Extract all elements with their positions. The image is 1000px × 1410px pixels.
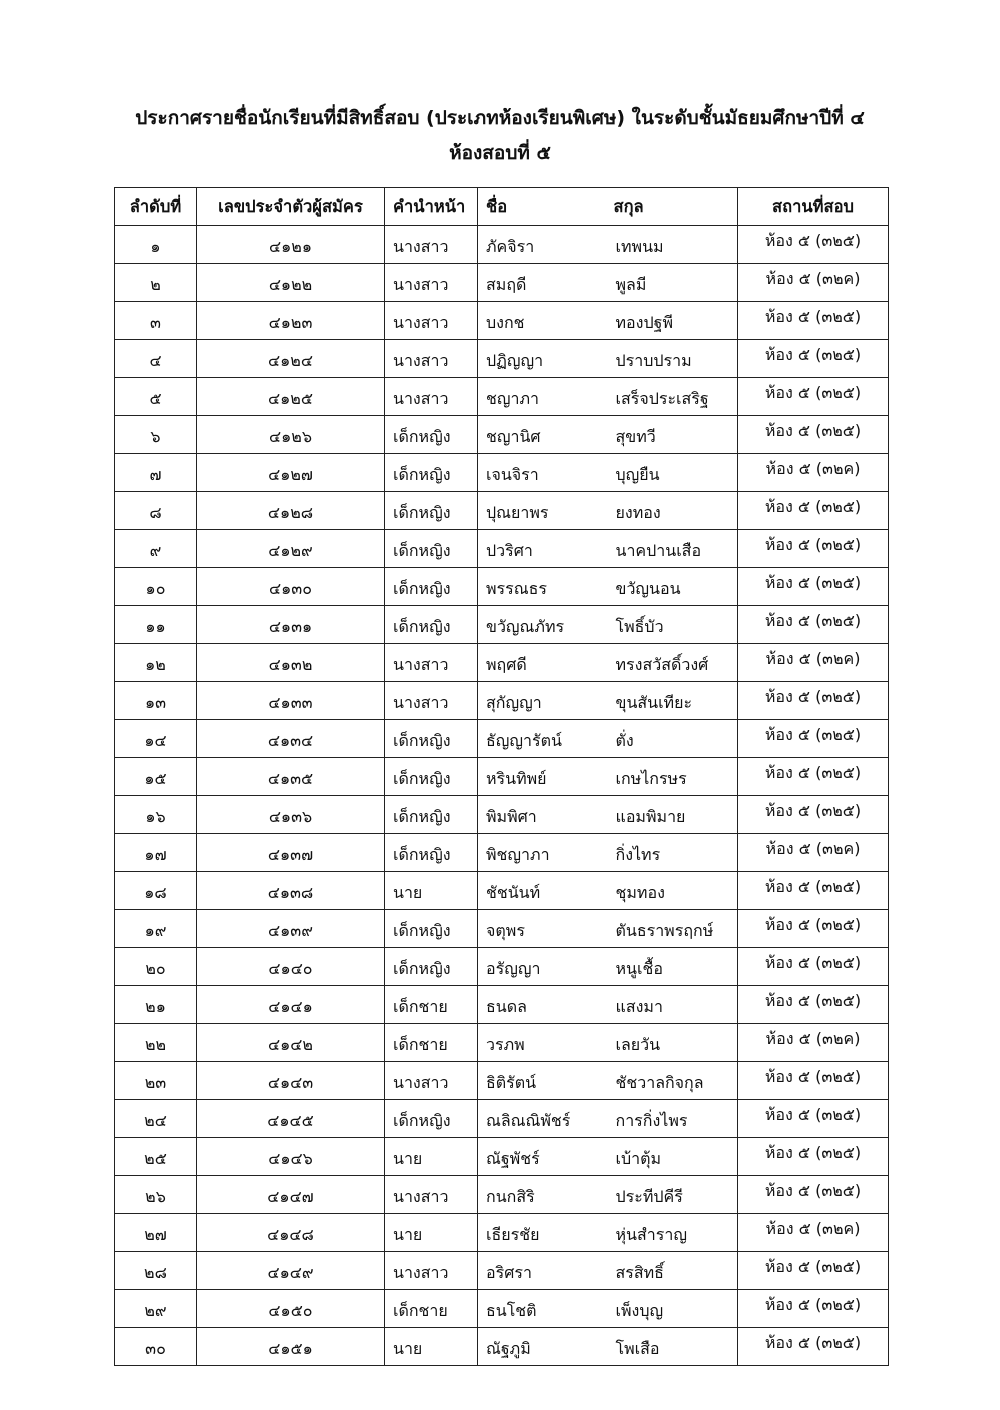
last-name: ตั่ง: [606, 720, 738, 758]
table-row: [115, 1290, 889, 1328]
first-name: พฤศดี: [478, 644, 606, 682]
exam-venue: ห้อง ๕ (๓๒๕): [738, 1138, 889, 1176]
table-row: [115, 758, 889, 796]
exam-venue: ห้อง ๕ (๓๒๕): [738, 872, 889, 910]
table-row: [115, 1328, 889, 1366]
table-row: [115, 1252, 889, 1290]
first-name: ณัฐพัชร์: [478, 1138, 606, 1176]
exam-venue: ห้อง ๕ (๓๒๕): [738, 492, 889, 530]
applicant-id: ๔๑๒๓: [197, 302, 385, 340]
header-venue: สถานที่สอบ: [738, 188, 889, 226]
row-number: ๑: [115, 226, 197, 264]
name-prefix: นางสาว: [385, 302, 478, 340]
exam-venue: ห้อง ๕ (๓๒ค): [738, 644, 889, 682]
header-app-id: เลขประจำตัวผู้สมัคร: [197, 188, 385, 226]
name-prefix: เด็กหญิง: [385, 720, 478, 758]
row-number: ๑๘: [115, 872, 197, 910]
applicant-id: ๔๑๒๑: [197, 226, 385, 264]
applicant-id: ๔๑๒๔: [197, 340, 385, 378]
row-number: ๒๘: [115, 1252, 197, 1290]
header-no: ลำดับที่: [115, 188, 197, 226]
exam-venue: ห้อง ๕ (๓๒๕): [738, 416, 889, 454]
last-name: บุญยืน: [606, 454, 738, 492]
first-name: กนกสิริ: [478, 1176, 606, 1214]
header-first-name: ชื่อ: [478, 188, 606, 226]
row-number: ๒๙: [115, 1290, 197, 1328]
table-row: [115, 910, 889, 948]
table-body: [115, 226, 889, 1366]
name-prefix: เด็กหญิง: [385, 492, 478, 530]
first-name: วรภพ: [478, 1024, 606, 1062]
table-row: [115, 1176, 889, 1214]
table-row: [115, 568, 889, 606]
last-name: หุ่นสำราญ: [606, 1214, 738, 1252]
table-row: [115, 1062, 889, 1100]
applicant-id: ๔๑๔๑: [197, 986, 385, 1024]
exam-venue: ห้อง ๕ (๓๒๕): [738, 948, 889, 986]
first-name: พิชญาภา: [478, 834, 606, 872]
table-row: [115, 1024, 889, 1062]
last-name: ยงทอง: [606, 492, 738, 530]
applicant-id: ๔๑๔๓: [197, 1062, 385, 1100]
exam-venue: ห้อง ๕ (๓๒๕): [738, 1290, 889, 1328]
table-row: [115, 378, 889, 416]
exam-venue: ห้อง ๕ (๓๒๕): [738, 758, 889, 796]
name-prefix: เด็กหญิง: [385, 948, 478, 986]
table-row: [115, 454, 889, 492]
row-number: ๒๔: [115, 1100, 197, 1138]
name-prefix: เด็กหญิง: [385, 796, 478, 834]
first-name: สมฤดี: [478, 264, 606, 302]
name-prefix: นางสาว: [385, 1252, 478, 1290]
row-number: ๑๒: [115, 644, 197, 682]
last-name: การกิ่งไพร: [606, 1100, 738, 1138]
applicant-id: ๔๑๕๑: [197, 1328, 385, 1366]
row-number: ๑๗: [115, 834, 197, 872]
name-prefix: เด็กชาย: [385, 986, 478, 1024]
name-prefix: นาย: [385, 1214, 478, 1252]
name-prefix: นางสาว: [385, 378, 478, 416]
applicant-id: ๔๑๒๙: [197, 530, 385, 568]
applicant-id: ๔๑๔๕: [197, 1100, 385, 1138]
row-number: ๑๑: [115, 606, 197, 644]
row-number: ๓: [115, 302, 197, 340]
row-number: ๒๕: [115, 1138, 197, 1176]
row-number: ๑๔: [115, 720, 197, 758]
table-row: [115, 834, 889, 872]
exam-venue: ห้อง ๕ (๓๒๕): [738, 1100, 889, 1138]
exam-venue: ห้อง ๕ (๓๒๕): [738, 1252, 889, 1290]
first-name: อริศรา: [478, 1252, 606, 1290]
applicant-id: ๔๑๔๐: [197, 948, 385, 986]
table-row: [115, 872, 889, 910]
last-name: เบ้าตุ้ม: [606, 1138, 738, 1176]
applicant-id: ๔๑๓๖: [197, 796, 385, 834]
exam-venue: ห้อง ๕ (๓๒๕): [738, 568, 889, 606]
applicant-id: ๔๑๓๕: [197, 758, 385, 796]
row-number: ๑๙: [115, 910, 197, 948]
last-name: เกษไกรษร: [606, 758, 738, 796]
table-row: [115, 264, 889, 302]
exam-venue: ห้อง ๕ (๓๒๕): [738, 302, 889, 340]
first-name: เจนจิรา: [478, 454, 606, 492]
first-name: ชญาภา: [478, 378, 606, 416]
name-prefix: นางสาว: [385, 1176, 478, 1214]
header-last-name: สกุล: [606, 188, 738, 226]
exam-venue: ห้อง ๕ (๓๒ค): [738, 834, 889, 872]
last-name: เทพนม: [606, 226, 738, 264]
first-name: ธนดล: [478, 986, 606, 1024]
name-prefix: เด็กหญิง: [385, 834, 478, 872]
last-name: แอมพิมาย: [606, 796, 738, 834]
exam-venue: ห้อง ๕ (๓๒๕): [738, 720, 889, 758]
name-prefix: นาย: [385, 1138, 478, 1176]
name-prefix: นาย: [385, 872, 478, 910]
last-name: ปราบปราม: [606, 340, 738, 378]
last-name: โพเสือ: [606, 1328, 738, 1366]
row-number: ๖: [115, 416, 197, 454]
row-number: ๒๖: [115, 1176, 197, 1214]
table-row: [115, 416, 889, 454]
applicant-id: ๔๑๒๒: [197, 264, 385, 302]
applicant-id: ๔๑๓๗: [197, 834, 385, 872]
header-prefix: คำนำหน้า: [385, 188, 478, 226]
exam-venue: ห้อง ๕ (๓๒๕): [738, 226, 889, 264]
applicant-id: ๔๑๒๕: [197, 378, 385, 416]
row-number: ๑๐: [115, 568, 197, 606]
last-name: เลยวัน: [606, 1024, 738, 1062]
name-prefix: นางสาว: [385, 340, 478, 378]
exam-venue: ห้อง ๕ (๓๒๕): [738, 682, 889, 720]
applicant-id: ๔๑๓๔: [197, 720, 385, 758]
name-prefix: เด็กหญิง: [385, 1100, 478, 1138]
first-name: ณลิณณิพัชร์: [478, 1100, 606, 1138]
table-row: [115, 796, 889, 834]
last-name: แสงมา: [606, 986, 738, 1024]
table-row: [115, 492, 889, 530]
exam-venue: ห้อง ๕ (๓๒ค): [738, 1024, 889, 1062]
document-title: ประกาศรายชื่อนักเรียนที่มีสิทธิ์สอบ (ประเภทห้องเรียนพิเศษ) ในระดับชั้นมัธยมศึกษาปีที่ ๔: [135, 107, 865, 129]
name-prefix: นางสาว: [385, 682, 478, 720]
exam-venue: ห้อง ๕ (๓๒๕): [738, 1328, 889, 1366]
first-name: พิมพิศา: [478, 796, 606, 834]
name-prefix: นาย: [385, 1328, 478, 1366]
table-row: [115, 682, 889, 720]
exam-venue: ห้อง ๕ (๓๒๕): [738, 796, 889, 834]
applicant-id: ๔๑๓๐: [197, 568, 385, 606]
first-name: จตุพร: [478, 910, 606, 948]
exam-venue: ห้อง ๕ (๓๒๕): [738, 340, 889, 378]
exam-venue: ห้อง ๕ (๓๒๕): [738, 910, 889, 948]
name-prefix: เด็กหญิง: [385, 606, 478, 644]
applicant-id: ๔๑๒๗: [197, 454, 385, 492]
row-number: ๑๓: [115, 682, 197, 720]
row-number: ๒๑: [115, 986, 197, 1024]
applicant-id: ๔๑๒๘: [197, 492, 385, 530]
applicant-id: ๔๑๓๒: [197, 644, 385, 682]
exam-venue: ห้อง ๕ (๓๒๕): [738, 530, 889, 568]
exam-venue: ห้อง ๕ (๓๒ค): [738, 264, 889, 302]
applicant-id: ๔๑๔๖: [197, 1138, 385, 1176]
table-row: [115, 606, 889, 644]
last-name: ขวัญนอน: [606, 568, 738, 606]
applicant-id: ๔๑๕๐: [197, 1290, 385, 1328]
table-row: [115, 530, 889, 568]
exam-venue: ห้อง ๕ (๓๒๕): [738, 1176, 889, 1214]
first-name: สุกัญญา: [478, 682, 606, 720]
row-number: ๑๕: [115, 758, 197, 796]
name-prefix: เด็กหญิง: [385, 416, 478, 454]
first-name: ชัชนันท์: [478, 872, 606, 910]
last-name: หนูเชื้อ: [606, 948, 738, 986]
name-prefix: เด็กหญิง: [385, 910, 478, 948]
name-prefix: เด็กหญิง: [385, 568, 478, 606]
table-row: [115, 720, 889, 758]
last-name: กิ่งไทร: [606, 834, 738, 872]
applicant-id: ๔๑๔๒: [197, 1024, 385, 1062]
table-row: [115, 948, 889, 986]
first-name: ปฏิญญา: [478, 340, 606, 378]
row-number: ๕: [115, 378, 197, 416]
last-name: เสร็จประเสริฐ: [606, 378, 738, 416]
exam-venue: ห้อง ๕ (๓๒๕): [738, 378, 889, 416]
last-name: สุขทวี: [606, 416, 738, 454]
first-name: เธียรชัย: [478, 1214, 606, 1252]
name-prefix: นางสาว: [385, 644, 478, 682]
applicant-id: ๔๑๓๘: [197, 872, 385, 910]
first-name: ธิติรัตน์: [478, 1062, 606, 1100]
name-prefix: นางสาว: [385, 226, 478, 264]
exam-venue: ห้อง ๕ (๓๒๕): [738, 606, 889, 644]
row-number: ๔: [115, 340, 197, 378]
last-name: ทองปฐพี: [606, 302, 738, 340]
first-name: ชญานิศ: [478, 416, 606, 454]
name-prefix: นางสาว: [385, 1062, 478, 1100]
name-prefix: นางสาว: [385, 264, 478, 302]
name-prefix: เด็กชาย: [385, 1290, 478, 1328]
exam-venue: ห้อง ๕ (๓๒๕): [738, 986, 889, 1024]
first-name: ปุณยาพร: [478, 492, 606, 530]
last-name: ชุมทอง: [606, 872, 738, 910]
table-row: [115, 1214, 889, 1252]
last-name: นาคปานเสือ: [606, 530, 738, 568]
row-number: ๘: [115, 492, 197, 530]
applicant-id: ๔๑๔๙: [197, 1252, 385, 1290]
first-name: ธนโชติ: [478, 1290, 606, 1328]
table-row: [115, 644, 889, 682]
last-name: โพธิ์บัว: [606, 606, 738, 644]
row-number: ๑๖: [115, 796, 197, 834]
applicant-id: ๔๑๔๘: [197, 1214, 385, 1252]
row-number: ๒๗: [115, 1214, 197, 1252]
exam-venue: ห้อง ๕ (๓๒ค): [738, 1214, 889, 1252]
last-name: พูลมี: [606, 264, 738, 302]
exam-room-subtitle: ห้องสอบที่ ๕: [449, 142, 551, 164]
exam-venue: ห้อง ๕ (๓๒ค): [738, 454, 889, 492]
name-prefix: เด็กหญิง: [385, 758, 478, 796]
last-name: สรสิทธิ์: [606, 1252, 738, 1290]
applicant-id: ๔๑๓๙: [197, 910, 385, 948]
first-name: ณัฐภูมิ: [478, 1328, 606, 1366]
table-row: [115, 1100, 889, 1138]
row-number: ๓๐: [115, 1328, 197, 1366]
name-prefix: เด็กชาย: [385, 1024, 478, 1062]
first-name: หรินทิพย์: [478, 758, 606, 796]
first-name: ธัญญารัตน์: [478, 720, 606, 758]
table-row: [115, 1138, 889, 1176]
first-name: บงกช: [478, 302, 606, 340]
table-row: [115, 226, 889, 264]
applicant-id: ๔๑๓๑: [197, 606, 385, 644]
first-name: ขวัญณภัทร: [478, 606, 606, 644]
table-row: [115, 340, 889, 378]
table-row: [115, 302, 889, 340]
last-name: ประทีปคีรี: [606, 1176, 738, 1214]
row-number: ๒: [115, 264, 197, 302]
candidate-table: [114, 187, 889, 1366]
row-number: ๒๓: [115, 1062, 197, 1100]
first-name: พรรณธร: [478, 568, 606, 606]
last-name: ตันธราพรฤกษ์: [606, 910, 738, 948]
applicant-id: ๔๑๒๖: [197, 416, 385, 454]
first-name: อรัญญา: [478, 948, 606, 986]
last-name: ชัชวาลกิจกุล: [606, 1062, 738, 1100]
row-number: ๗: [115, 454, 197, 492]
applicant-id: ๔๑๓๓: [197, 682, 385, 720]
table-header-row: [115, 188, 889, 226]
row-number: ๒๒: [115, 1024, 197, 1062]
row-number: ๒๐: [115, 948, 197, 986]
row-number: ๙: [115, 530, 197, 568]
name-prefix: เด็กหญิง: [385, 454, 478, 492]
applicant-id: ๔๑๔๗: [197, 1176, 385, 1214]
first-name: ปวริศา: [478, 530, 606, 568]
exam-venue: ห้อง ๕ (๓๒๕): [738, 1062, 889, 1100]
table-row: [115, 986, 889, 1024]
first-name: ภัคจิรา: [478, 226, 606, 264]
last-name: เพ็งบุญ: [606, 1290, 738, 1328]
name-prefix: เด็กหญิง: [385, 530, 478, 568]
last-name: ขุนสันเทียะ: [606, 682, 738, 720]
last-name: ทรงสวัสดิ์วงศ์: [606, 644, 738, 682]
